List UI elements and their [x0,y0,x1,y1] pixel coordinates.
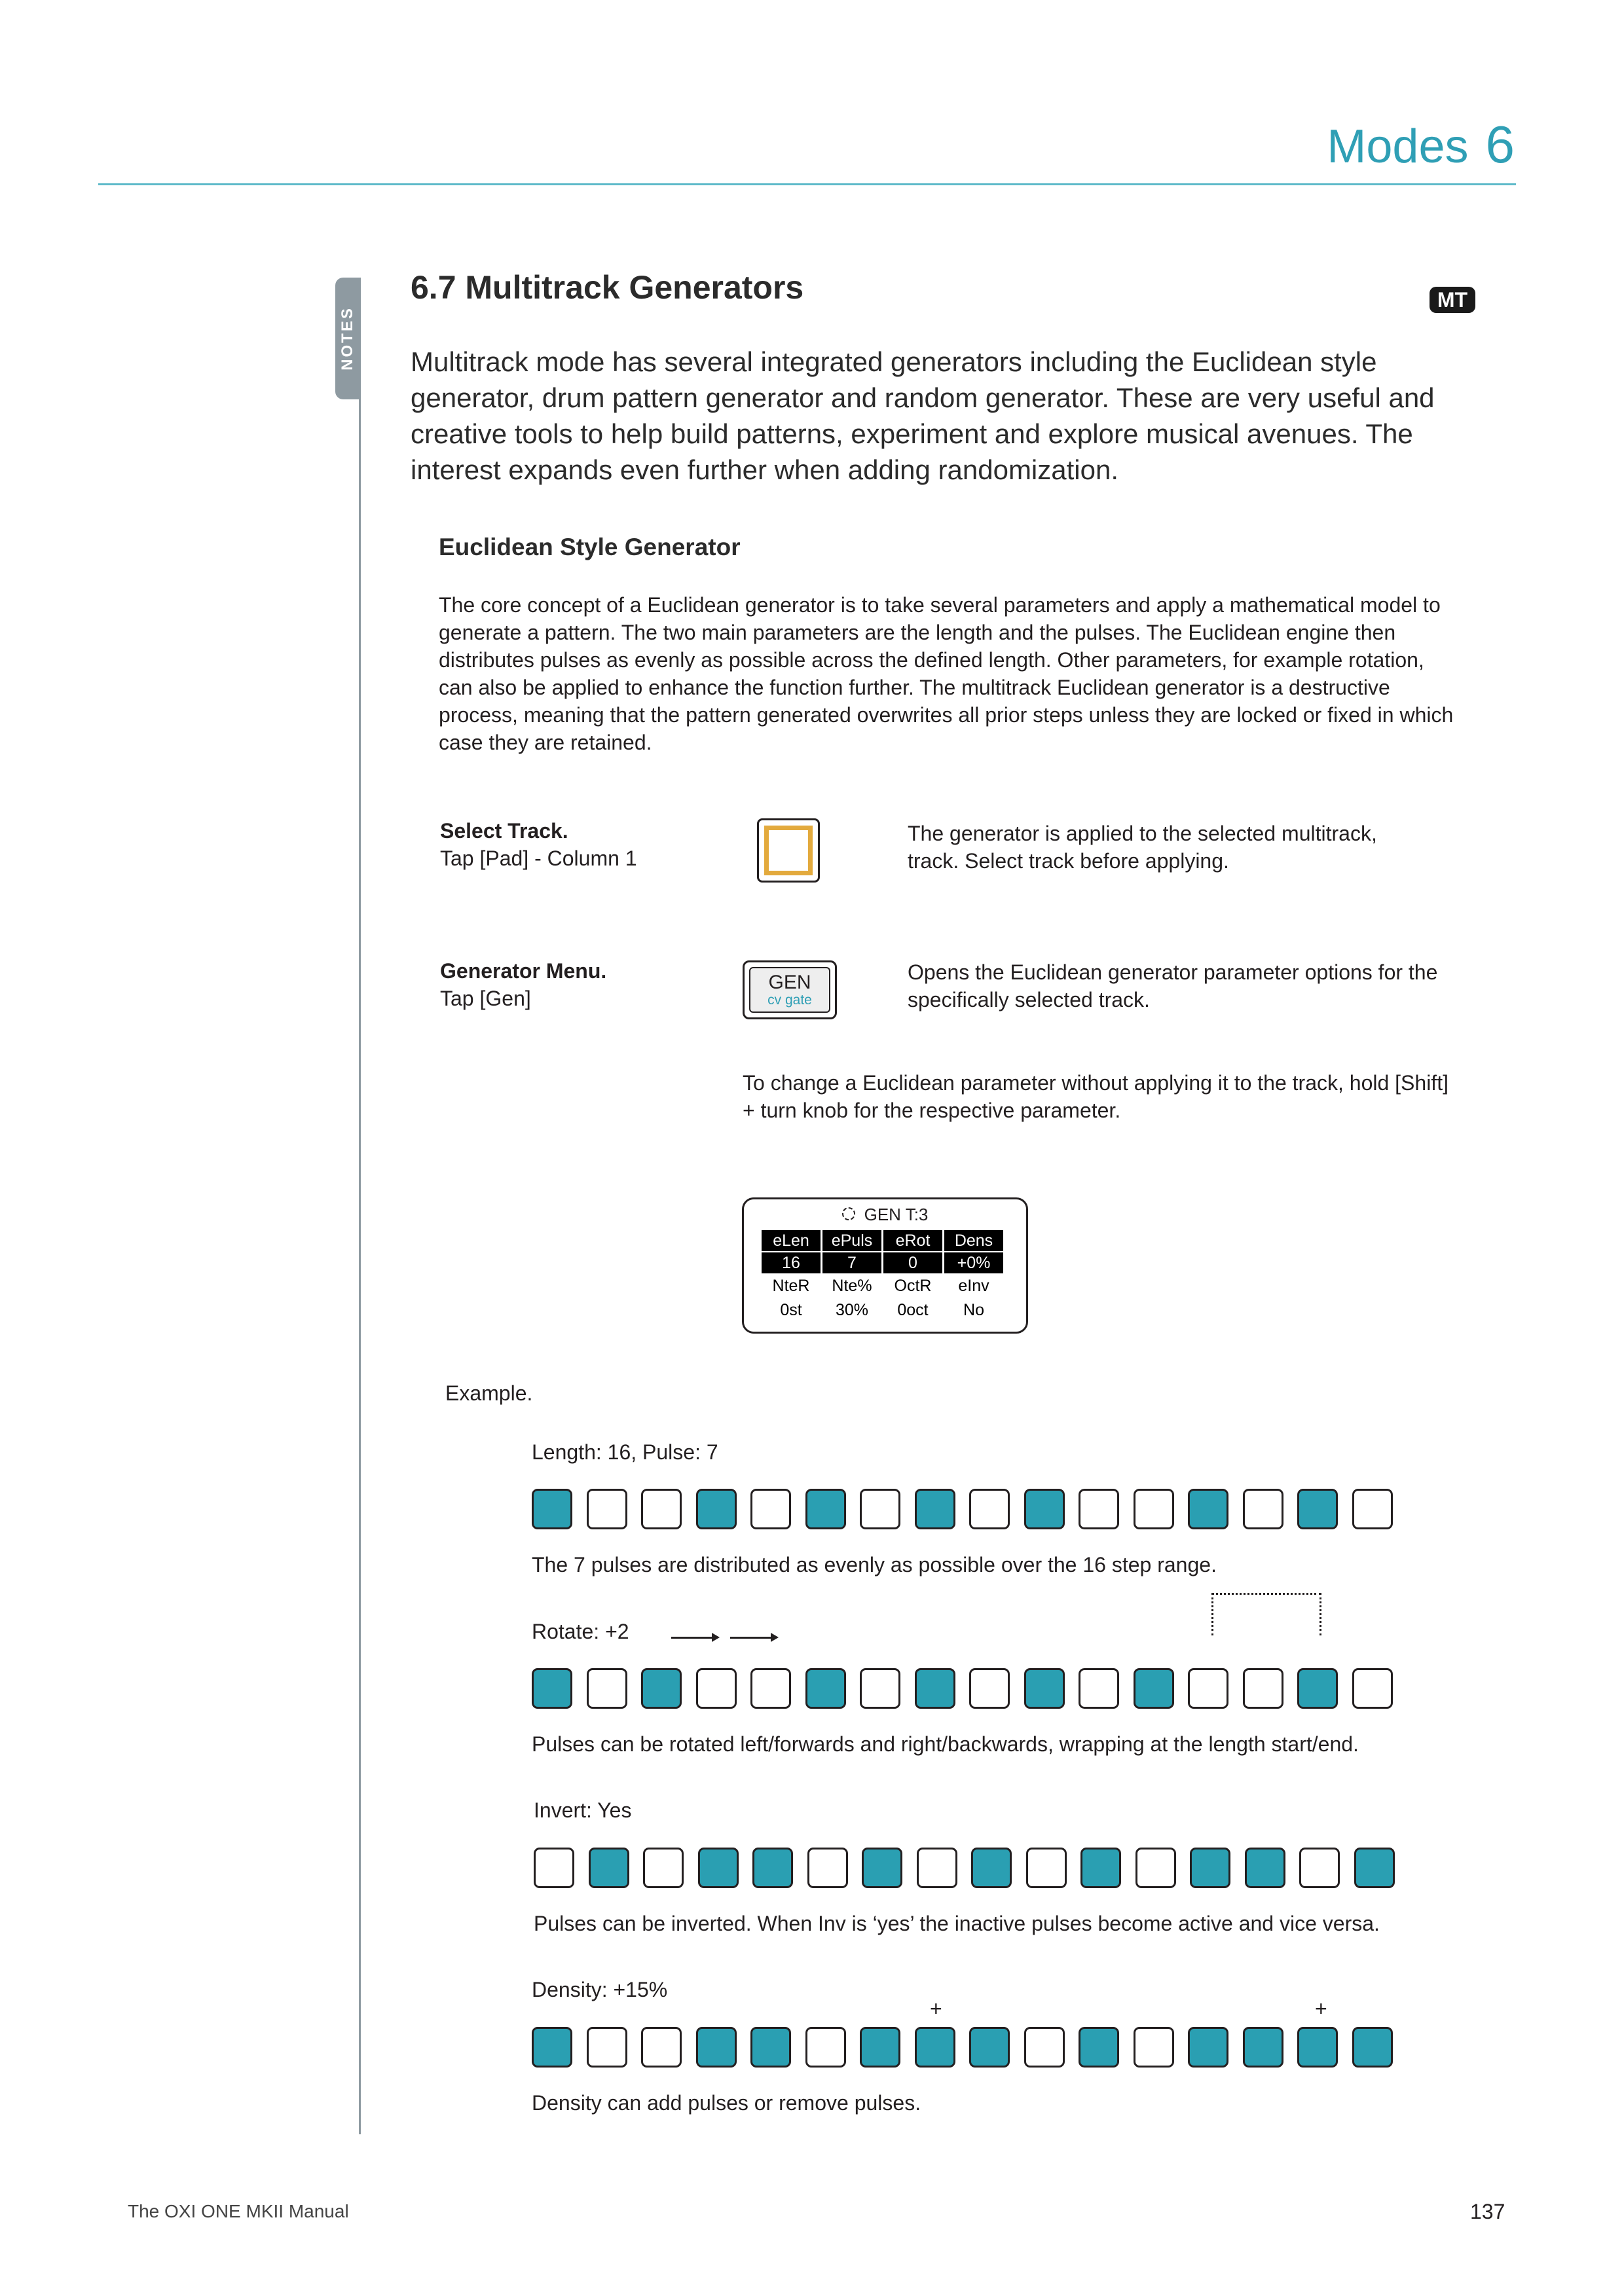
screen-title-text: GEN T:3 [864,1205,929,1224]
param-value: 0oct [883,1299,942,1322]
param-value: 7 [822,1252,881,1273]
step-active [1188,1489,1228,1529]
spinner-icon [842,1207,855,1220]
param-value: +0% [944,1252,1003,1273]
step-inactive [1134,2027,1174,2068]
step-inactive [1024,2027,1065,2068]
density-added-marker: + [1315,1997,1327,2020]
step-inactive [643,1848,684,1888]
length-pulse-caption: The 7 pulses are distributed as evenly as possible over the 16 step range. [532,1553,1217,1576]
step-inactive [641,2027,682,2068]
step-inactive [750,1489,791,1529]
select-track-description: The generator is applied to the selected multitrack, track. Select track before applying. [908,822,1377,873]
step-inactive [860,1489,900,1529]
step-active [696,2027,737,2068]
param-name: ePuls [822,1230,881,1251]
chapter-number: 6 [1485,115,1515,173]
euclidean-body: The core concept of a Euclidean generator is to take several parameters and apply a mathematical model to generate a pattern. The two main parameters are the length and the pulses. The Euclidean engine then distributes pulses as evenly as possible across the defined length. Other parameters, for example rotation, can also be applied to enhance the function further. The multitrack Euclidean generator is a destructive process, meaning that the pattern generated overwrites all prior steps unless they are locked or fixed in which case they are retained. [439,593,1454,754]
param-name: OctR [883,1275,942,1298]
step-active [1245,1848,1285,1888]
step-active [1024,1489,1065,1529]
step-inactive [1079,1668,1119,1709]
step-inactive [1079,1489,1119,1529]
step-inactive [641,1489,682,1529]
step-inactive [750,1668,791,1709]
step-inactive [1299,1848,1340,1888]
gen-button-face [749,967,830,1013]
gen-button[interactable] [743,960,837,1019]
step-active [1079,2027,1119,2068]
step-active [805,1489,846,1529]
step-inactive [696,1668,737,1709]
step-active [532,1489,572,1529]
step-row-rotate [532,1668,1393,1710]
generator-menu-instruction [440,957,606,1012]
step-active [915,2027,955,2068]
shift-note: To change a Euclidean parameter without applying it to the track, hold [Shift] + turn knob for the respective parameter. [743,1071,1449,1122]
step-active [532,2027,572,2068]
step-inactive [805,2027,846,2068]
param-name: eRot [883,1230,942,1251]
step-inactive [969,1489,1010,1529]
notes-label: NOTES [339,306,356,371]
step-inactive [1188,1668,1228,1709]
rotate-label: Rotate: +2 [532,1620,629,1643]
density-added-marker: + [930,1997,942,2020]
param-value: No [944,1299,1003,1322]
screen-parameter-table [760,1229,1005,1323]
step-inactive [587,1489,627,1529]
page-number: 137 [1470,2200,1505,2223]
pad-button[interactable] [757,818,820,883]
step-active [698,1848,739,1888]
notes-margin-line [359,278,361,2134]
euclidean-title: Euclidean Style Generator [439,534,741,560]
step-active [1297,2027,1338,2068]
rotate-caption: Pulses can be rotated left/forwards and right/backwards, wrapping at the length start/end. [532,1732,1359,1756]
step-active [1080,1848,1121,1888]
step-active [1188,2027,1228,2068]
step-inactive [587,2027,627,2068]
step-active [969,2027,1010,2068]
density-caption: Density can add pulses or remove pulses. [532,2091,921,2115]
generator-menu-title: Generator Menu. [440,959,607,983]
step-active [860,2027,900,2068]
step-active [641,1668,682,1709]
step-active [1352,2027,1393,2068]
step-inactive [534,1848,574,1888]
select-track-instruction [440,817,637,872]
step-active [696,1489,737,1529]
manual-title: The OXI ONE MKII Manual [128,2201,349,2221]
param-name: eInv [944,1275,1003,1298]
step-inactive [1243,1489,1283,1529]
chapter-title: Modes [1327,120,1469,173]
param-value: 0st [762,1299,821,1322]
param-name: Dens [944,1230,1003,1251]
step-active [750,2027,791,2068]
step-active [915,1489,955,1529]
step-active [752,1848,793,1888]
param-value: 16 [762,1252,821,1273]
step-row-density [532,2027,1393,2069]
step-active [532,1668,572,1709]
pad-highlight [764,826,813,875]
step-active [1243,2027,1283,2068]
step-active [805,1668,846,1709]
generator-menu-description: Opens the Euclidean generator parameter options for the specifically selected track. [908,960,1438,1011]
step-active [1190,1848,1230,1888]
invert-caption: Pulses can be inverted. When Inv is ‘yes’ the inactive pulses become active and vice versa. [534,1912,1380,1935]
step-inactive [587,1668,627,1709]
step-inactive [917,1848,957,1888]
step-row-length [532,1489,1393,1531]
step-row-invert [534,1848,1395,1889]
gen-button-sublabel: cv gate [767,993,812,1008]
step-inactive [807,1848,848,1888]
select-track-title: Select Track. [440,819,568,843]
density-label: Density: +15% [532,1978,668,2001]
step-inactive [1243,1668,1283,1709]
rotation-indicator [1211,1593,1321,1635]
example-label: Example. [445,1381,533,1405]
step-active [589,1848,629,1888]
header-divider [98,183,1516,185]
chapter-heading [1327,115,1515,175]
step-inactive [1135,1848,1176,1888]
length-pulse-label: Length: 16, Pulse: 7 [532,1440,718,1464]
section-title: 6.7 Multitrack Generators [411,269,804,306]
generator-screen [742,1197,1028,1334]
section-intro: Multitrack mode has several integrated generators including the Euclidean style generator, drum pattern generator and random generator. These are very useful and creative tools to help build patterns, experiment and explore musical avenues. The interest expands even further when adding randomization. [411,346,1435,485]
multitrack-badge: MT [1430,287,1475,313]
step-inactive [1352,1668,1393,1709]
step-active [1297,1489,1338,1529]
step-active [1134,1668,1174,1709]
param-value: 30% [822,1299,881,1322]
select-track-action: Tap [Pad] - Column 1 [440,847,637,870]
step-inactive [1134,1489,1174,1529]
param-value: 0 [883,1252,942,1273]
step-active [915,1668,955,1709]
screen-title [744,1205,1026,1225]
arrow-right-icon [671,1637,717,1639]
step-inactive [1026,1848,1067,1888]
step-inactive [860,1668,900,1709]
step-active [971,1848,1012,1888]
step-inactive [969,1668,1010,1709]
step-inactive [1352,1489,1393,1529]
gen-button-label: GEN [768,972,811,993]
step-active [862,1848,902,1888]
generator-menu-action: Tap [Gen] [440,987,531,1010]
step-active [1024,1668,1065,1709]
step-active [1354,1848,1395,1888]
step-active [1297,1668,1338,1709]
param-name: NteR [762,1275,821,1298]
param-name: Nte% [822,1275,881,1298]
invert-label: Invert: Yes [534,1798,632,1822]
param-name: eLen [762,1230,821,1251]
arrow-right-icon [730,1637,776,1639]
